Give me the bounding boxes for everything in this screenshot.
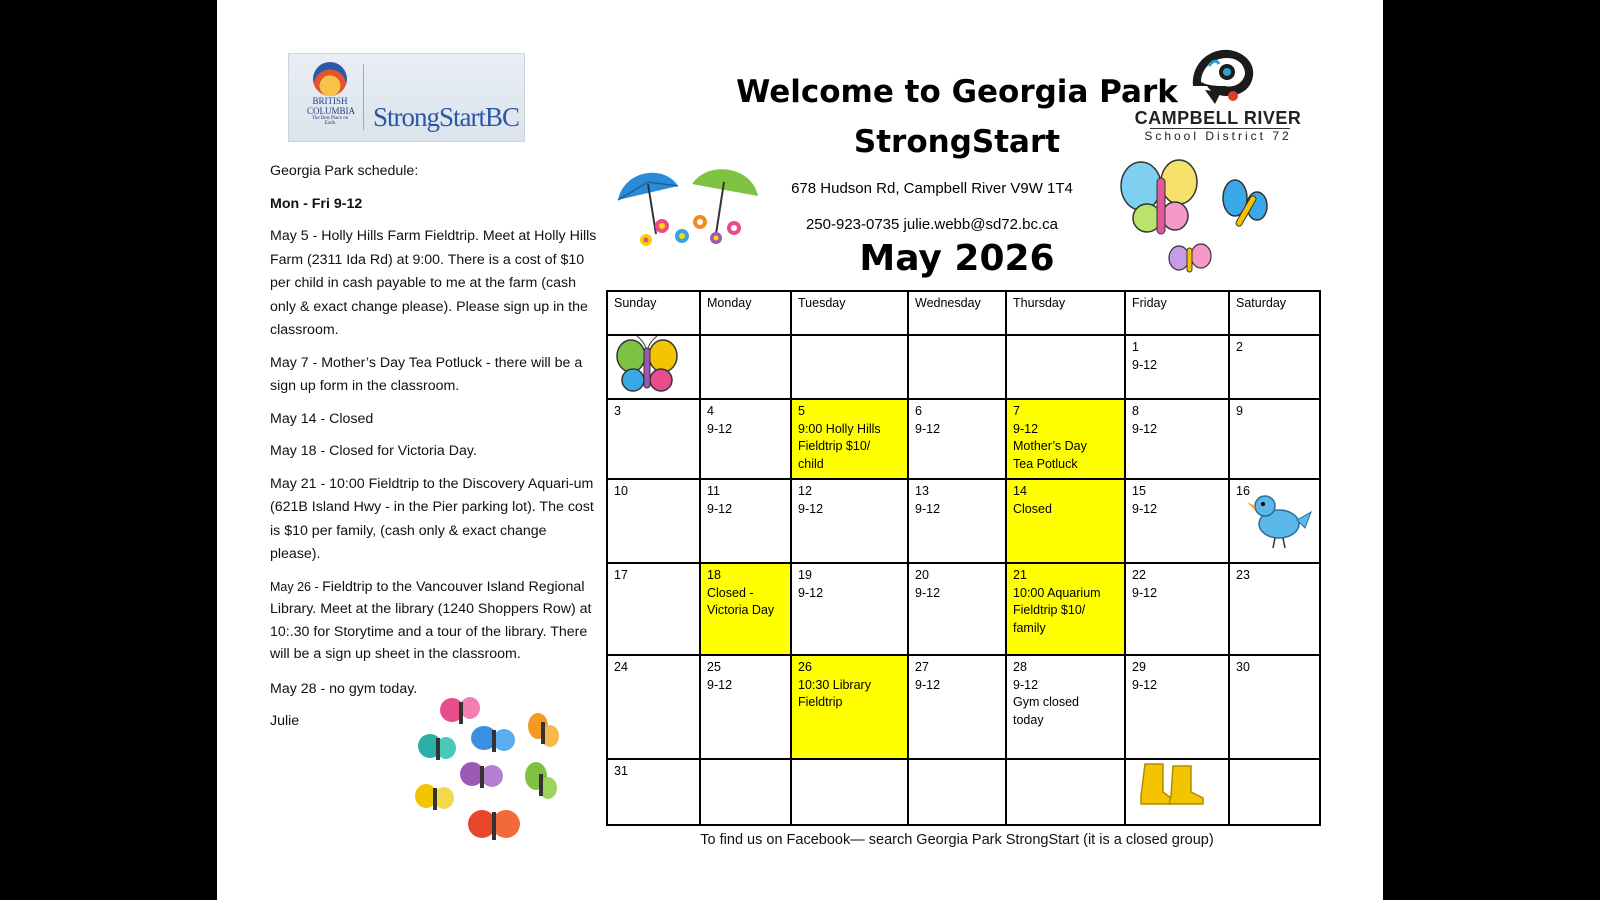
day-number: 14 [1013,484,1027,498]
calendar-day-cell [607,759,700,825]
contact-text: 250-923-0735 julie.webb@sd72.bc.ca [805,216,1059,233]
calendar-empty-cell [791,759,908,825]
calendar-empty-cell [1229,759,1320,825]
butterflies-icon [1117,158,1277,282]
calendar-empty-cell [908,335,1006,399]
butterfly-small [1169,244,1211,272]
schedule-heading: Georgia Park schedule: [270,163,419,179]
butterfly-large [1121,160,1197,234]
calendar-week-row [607,399,1320,479]
schedule-item-may26 [270,576,600,666]
calendar-day-cell [791,399,908,479]
schedule-hours: Mon - Fri 9-12 [270,195,363,212]
day-number: 22 [1132,568,1146,582]
day-event-text: today [1013,712,1044,727]
day-event-text: Victoria Day [707,603,775,617]
day-number: 11 [707,484,720,498]
day-number: 28 [1013,660,1027,674]
weekday-header: Saturday [1229,291,1320,335]
butterfly-blue [1223,180,1267,227]
schedule-item: May 7 - Mother’s Day Tea Potluck - there will be a sign up form in the classroom. [270,354,583,394]
sd72-logo-line1: CAMPBELL RIVER [1134,108,1302,128]
calendar-day-cell [908,399,1006,479]
day-number: 31 [614,764,628,778]
day-number: 15 [1132,484,1146,498]
day-number: 5 [798,404,805,418]
bc-logo-line1: BRITISH [312,96,348,106]
calendar-empty-cell [1006,759,1125,825]
bc-sun-icon [313,62,347,96]
page-title-line1: Welcome to Georgia Park [736,74,1178,110]
campbell-river-sd72-logo [1107,44,1329,148]
day-event-text: 9-12 [1132,357,1158,372]
bc-logo-line2: COLUMBIA [307,106,356,116]
logo-divider [363,64,364,130]
cluster-butterfly [468,810,520,840]
day-number: 27 [915,660,929,674]
cluster-butterfly [525,762,557,799]
flyer-page [217,0,1383,900]
calendar-body [607,335,1320,825]
calendar-month-title: May 2026 [859,238,1055,279]
calendar-empty-cell [791,335,908,399]
day-number: 18 [707,568,721,582]
day-number: 25 [707,660,721,674]
day-event-text: family [1013,620,1046,635]
schedule-item: May 18 - Closed for Victoria Day. [270,443,477,459]
calendar-day-cell [1006,655,1125,759]
day-event-text: 9-12 [707,677,733,692]
day-event-text: 9-12 [707,501,733,516]
weekday-header: Friday [1125,291,1229,335]
day-number: 19 [798,568,812,582]
calendar-day-cell [607,479,700,563]
calendar-day-cell [1125,399,1229,479]
address-text: 678 Hudson Rd, Campbell River V9W 1T4 [791,180,1073,197]
day-number: 20 [915,568,929,582]
sd72-logo-line2: School District 72 [1144,129,1292,143]
day-event-text: Fieldtrip $10/ [1013,603,1086,617]
calendar-day-cell [791,479,908,563]
day-number: 16 [1236,484,1250,498]
butterfly-icon [615,334,679,396]
butterfly-cluster-icon [412,696,562,850]
may-calendar [606,290,1321,826]
cluster-butterfly [415,784,454,810]
day-event-text: 9-12 [1132,585,1158,600]
day-number: 2 [1236,340,1243,354]
day-number: 24 [614,660,628,674]
calendar-day-cell [908,563,1006,655]
calendar-empty-cell [1006,335,1125,399]
day-event-text: 9-12 [915,677,941,692]
weekday-header: Tuesday [791,291,908,335]
day-event-text: 9-12 [707,421,733,436]
day-event-text: 9-12 [1013,421,1039,436]
day-event-text: 9:00 Holly Hills [798,421,881,436]
day-event-text: 9-12 [798,501,824,516]
day-event-text: Tea Potluck [1013,456,1078,471]
schedule-item: May 14 - Closed [270,410,374,427]
day-event-text: 9-12 [1013,677,1039,692]
cluster-butterfly [471,726,515,752]
cluster-butterfly [528,713,559,747]
day-event-text: 9-12 [798,585,824,600]
calendar-day-cell [908,655,1006,759]
strongstartbc-wordmark: StrongStartBC [373,102,520,132]
calendar-day-cell [791,563,908,655]
calendar-week-row [607,655,1320,759]
weekday-header: Thursday [1006,291,1125,335]
calendar-day-cell [700,655,791,759]
day-number: 17 [614,568,628,582]
calendar-day-cell [1006,399,1125,479]
cluster-butterfly [418,734,456,760]
schedule-item-may26-date: May 26 - [270,579,323,594]
day-event-text: 9-12 [915,501,941,516]
weekday-header: Sunday [607,291,700,335]
bc-logo-mark [307,62,356,126]
day-number: 26 [798,660,812,674]
day-event-text: child [798,456,824,471]
calendar-empty-cell [700,759,791,825]
calendar-day-cell [700,399,791,479]
day-number: 7 [1013,404,1020,418]
signature: Julie [270,713,300,729]
calendar-day-cell [1229,399,1320,479]
schedule-item: May 5 - Holly Hills Farm Fieldtrip. Meet at Holly Hills Farm (2311 Ida Rd) at 9:00. There is a cost of $10 per child in cash payable to me at the farm (cash only & exact change please). Please sign up in the classroom. [270,228,597,338]
day-number: 8 [1132,404,1139,418]
calendar-day-cell [1229,655,1320,759]
calendar-day-cell [1229,563,1320,655]
calendar-week-row [607,759,1320,825]
calendar-header-row [607,291,1320,335]
day-event-text: 9-12 [1132,501,1158,516]
day-number: 4 [707,404,714,418]
cluster-butterfly [440,697,480,724]
calendar-empty-cell [908,759,1006,825]
calendar-day-cell [791,655,908,759]
day-number: 3 [614,404,621,418]
calendar-day-cell [1125,335,1229,399]
day-number: 6 [915,404,922,418]
day-event-text: 9-12 [915,585,941,600]
day-number: 30 [1236,660,1250,674]
calendar-week-row [607,479,1320,563]
bird-icon [1247,490,1313,552]
day-event-text: Fieldtrip $10/ [798,439,871,453]
strongstartbc-logo [288,53,525,142]
day-event-text: Fieldtrip [798,695,843,709]
cluster-butterfly [460,762,503,788]
day-number: 10 [614,484,628,498]
day-number: 9 [1236,404,1243,418]
calendar-day-cell [1006,479,1125,563]
calendar-empty-cell [700,335,791,399]
calendar-day-cell [607,563,700,655]
calendar-day-cell [607,655,700,759]
umbrellas-flowers-icon [612,156,762,254]
sd72-orca-logo [1187,46,1259,106]
calendar-day-cell [908,479,1006,563]
weekday-header: Wednesday [908,291,1006,335]
calendar-day-cell [1006,563,1125,655]
day-number: 29 [1132,660,1146,674]
day-event-text: Closed [1013,501,1052,516]
day-event-text: 9-12 [1132,677,1158,692]
calendar-day-cell [607,399,700,479]
day-event-text: 9-12 [915,421,941,436]
day-event-text: Closed - [707,585,754,600]
rain-boots-icon [1137,762,1207,806]
facebook-footer: To find us on Facebook— search Georgia Park StrongStart (it is a closed group) [700,832,1214,848]
day-number: 23 [1236,568,1250,582]
weekday-header: Monday [700,291,791,335]
schedule-column [270,160,600,743]
day-event-text: Mother’s Day [1013,439,1087,453]
schedule-item: May 28 - no gym today. [270,680,418,697]
day-number: 21 [1013,568,1027,582]
day-number: 1 [1132,340,1139,354]
calendar-day-cell [700,563,791,655]
calendar-day-cell [1125,563,1229,655]
calendar-day-cell [1229,335,1320,399]
day-event-text: 9-12 [1132,421,1158,436]
day-number: 13 [915,484,929,498]
page-title-line2: StrongStart [853,124,1061,160]
calendar-day-cell [1125,479,1229,563]
calendar-day-cell [700,479,791,563]
calendar-day-cell [1125,655,1229,759]
schedule-item: May 21 - 10:00 Fieldtrip to the Discovery Aquari-um (621B Island Hwy - in the Pier parking lot). The cost is $10 per family, (cash only & exact change please). [270,475,594,562]
bc-logo-tagline: The Best Place on Earth [311,116,349,126]
calendar-week-row [607,335,1320,399]
day-event-text: Gym closed [1013,695,1079,709]
calendar-week-row [607,563,1320,655]
schedule-item-may26-text: Fieldtrip to the Vancouver Island Regional Library. Meet at the library (1240 Shoppers Row) at 10:.30 for Storytime and a tour of the library. There will be a sign up sheet in the classroom. [270,578,592,662]
day-event-text: 10:30 Library [798,677,871,692]
day-event-text: 10:00 Aquarium [1013,585,1101,600]
day-number: 12 [798,484,812,498]
